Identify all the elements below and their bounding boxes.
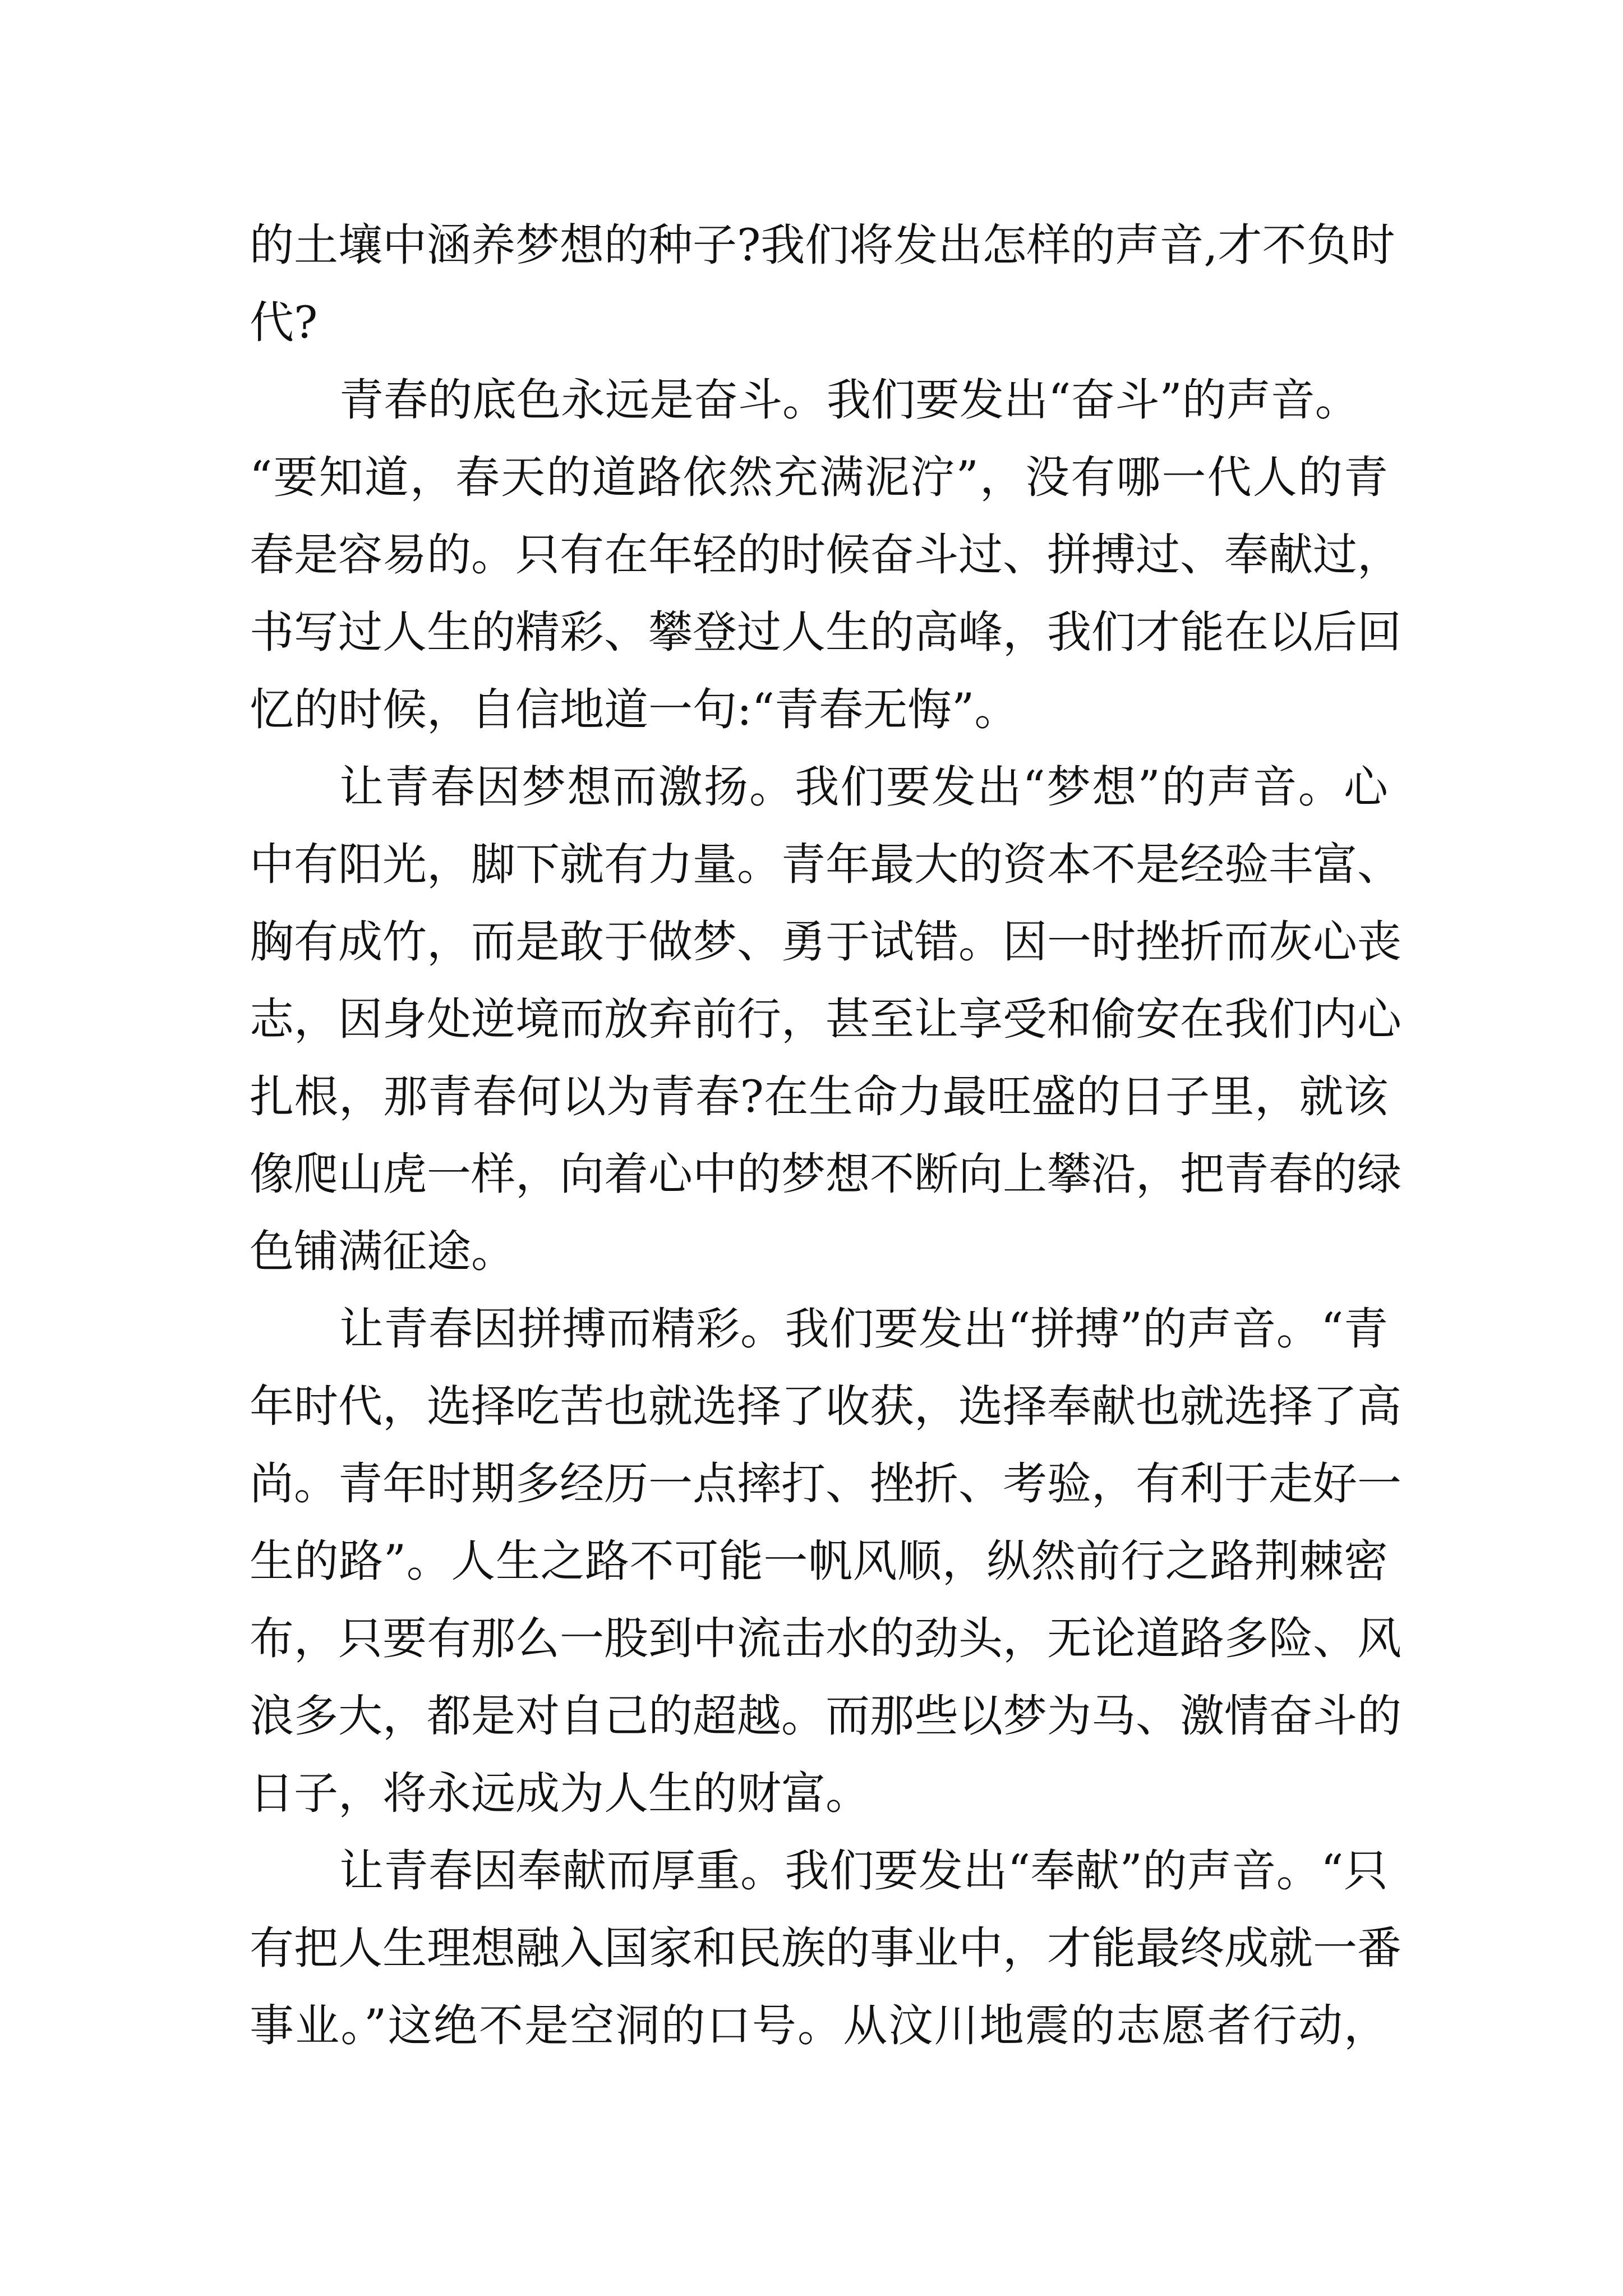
text-line: 胸有成竹，而是敢于做梦、勇于试错。因一时挫折而灰心丧 (250, 916, 1401, 968)
paragraph-2 (250, 361, 1401, 748)
text-line: 扎根，那青春何以为青春?在生命力最旺盛的日子里，就该 (250, 1071, 1388, 1122)
text-line: 让青春因奉献而厚重。我们要发出“奉献”的声音。“只 (339, 1845, 1388, 1897)
text-line: 春是容易的。只有在年轻的时候奋斗过、拼搏过、奉献过， (250, 529, 1401, 581)
paragraph-1 (250, 206, 1395, 361)
text-line: 的土壤中涵养梦想的种子?我们将发出怎样的声音,才不负时 (250, 219, 1395, 271)
text-line: 忆的时候，自信地道一句:“青春无悔”。 (250, 684, 1019, 735)
text-line: 色铺满征途。 (250, 1226, 515, 1277)
text-line: 书写过人生的精彩、攀登过人生的高峰，我们才能在以后回 (250, 606, 1401, 658)
text-line: 代? (250, 297, 318, 348)
text-line: “要知道，春天的道路依然充满泥泞”，没有哪一代人的青 (250, 452, 1388, 503)
text-line: 浪多大，都是对自己的超越。而那些以梦为马、激情奋斗的 (250, 1690, 1401, 1742)
text-line: 中有阳光，脚下就有力量。青年最大的资本不是经验丰富、 (250, 839, 1401, 890)
text-line: 事业。”这绝不是空洞的口号。从汶川地震的志愿者行动， (250, 2000, 1388, 2051)
paragraph-5 (250, 1832, 1401, 2064)
text-line: 年时代，选择吃苦也就选择了收获，选择奉献也就选择了高 (250, 1381, 1401, 1432)
text-line: 布，只要有那么一股到中流击水的劲头，无论道路多险、风 (250, 1613, 1401, 1664)
text-line: 有把人生理想融入国家和民族的事业中，才能最终成就一番 (250, 1922, 1401, 1974)
text-line: 志，因身处逆境而放弃前行，甚至让享受和偷安在我们内心 (250, 993, 1401, 1045)
text-line: 尚。青年时期多经历一点摔打、挫折、考验，有利于走好一 (250, 1458, 1401, 1510)
text-line: 青春的底色永远是奋斗。我们要发出“奋斗”的声音。 (339, 374, 1359, 426)
paragraph-3 (250, 748, 1401, 1290)
text-line: 让青春因拼搏而精彩。我们要发出“拼搏”的声音。“青 (339, 1303, 1388, 1355)
body-text (250, 206, 1401, 2064)
text-line: 像爬山虎一样，向着心中的梦想不断向上攀沿，把青春的绿 (250, 1148, 1401, 1200)
text-line: 让青春因梦想而激扬。我们要发出“梦想”的声音。心 (339, 761, 1388, 813)
text-line: 日子，将永远成为人生的财富。 (250, 1768, 870, 1819)
paragraph-4 (250, 1290, 1401, 1832)
text-line: 生的路”。人生之路不可能一帆风顺，纵然前行之路荆棘密 (250, 1535, 1388, 1587)
